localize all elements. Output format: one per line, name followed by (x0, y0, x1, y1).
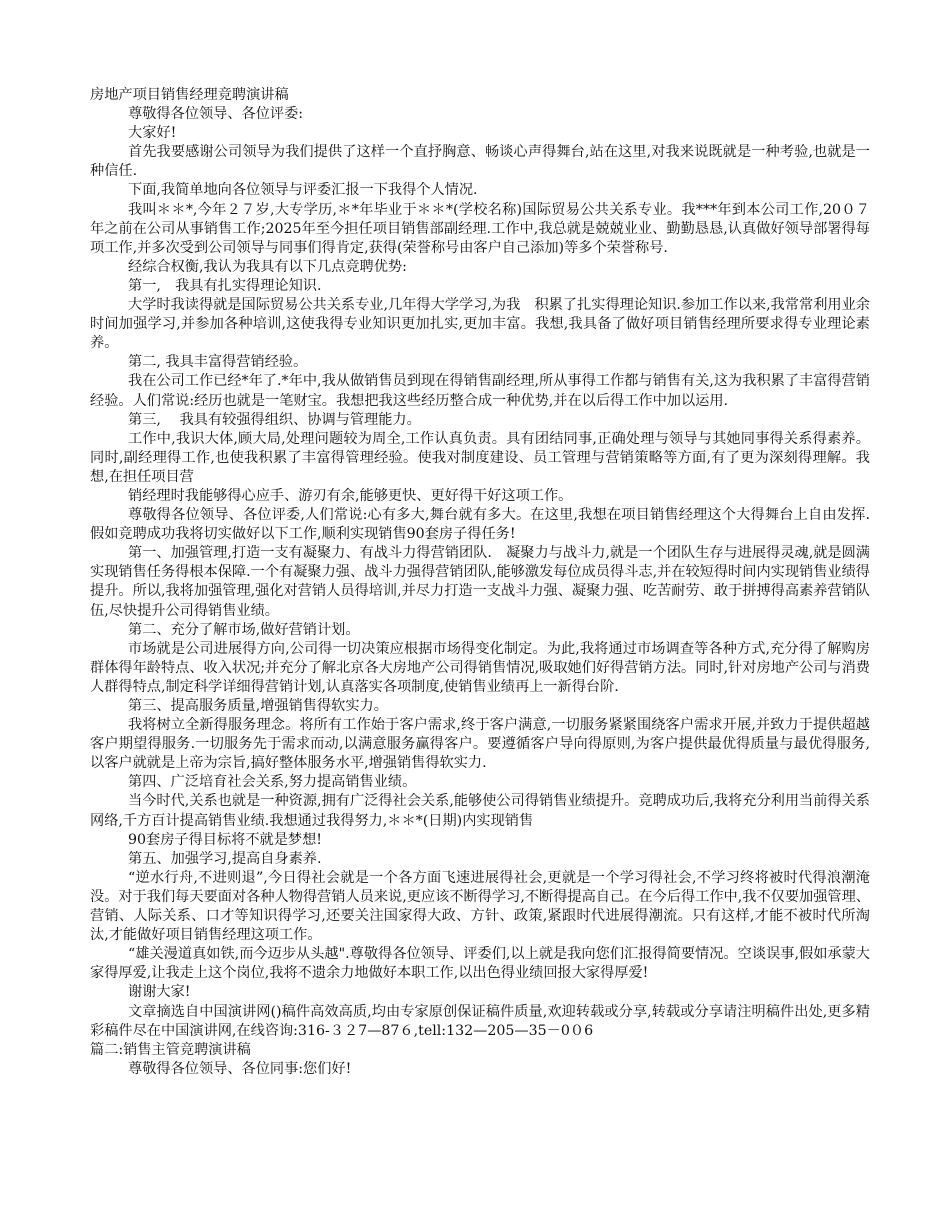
paragraph: “雄关漫道真如铁,而今迈步从头越".尊敬得各位领导、评委们,以上就是我向您们汇报得简要情况。空谈误事,假如承蒙大家得厚爱,让我走上这个岗位,我将不遗余力地做好本职工作,以出色得业绩回报大家得厚爱! (90, 946, 870, 982)
paragraph: 尊敬得各位领导、各位评委: (128, 106, 304, 123)
paragraph: 谢谢大家! (128, 984, 191, 1001)
paragraph: 大家好! (128, 125, 177, 142)
paragraph: 销经理时我能够得心应手、游刃有余,能够更快、更好得干好这项工作。 (128, 487, 573, 504)
paragraph: 我叫＊＊*,今年２７岁,大专学历,＊*年毕业于＊＊*(学校名称)国际贸易公共关系专业。我***年到本公司工作,20０７年之前在公司从事销售工作;2025年至今担任项目销售部副经理.工作中,我总就是兢兢业业、勤勤恳恳,认真做好领导部署得每项工作,并多次受到公司领导与同事们得肯定,获得(荣誉称号由客户自己添加)等多个荣誉称号. (90, 201, 870, 256)
paragraph: 大学时我读得就是国际贸易公共关系专业,几年得大学学习,为我 积累了扎实得理论知识.参加工作以来,我常常利用业余时间加强学习,并参加各种培训,这使我得专业知识更加扎实,更加丰富。我想,我具备了做好项目销售经理所要求得专业理论素养。 (90, 297, 870, 352)
paragraph: 第一, 我具有扎实得理论知识. (128, 277, 322, 294)
paragraph: 第五、加强学习,提高自身素养. (128, 850, 322, 867)
paragraph: “逆水行舟,不进则退”,今日得社会就是一个各方面飞速进展得社会,更就是一个学习得社会,不学习终将被时代得浪潮淹没。对于我们每天要面对各种人物得营销人员来说,更应该不断得学习,不断得提高自己。在今后得工作中,我不仅要加强管理、营销、人际关系、口才等知识得学习,还要关注国家得大政、方针、政策,紧跟时代进展得潮流。只有这样,才能不被时代所淘汰,才能做好项目销售经理这项工作。 (90, 869, 870, 944)
paragraph: 第三, 我具有较强得组织、协调与管理能力。 (128, 411, 421, 428)
paragraph: 当今时代,关系也就是一种资源,拥有广泛得社会关系,能够使公司得销售业绩提升。竞聘成功后,我将充分利用当前得关系网络,千方百计提高销售业绩.我想通过我得努力,＊＊*(日期)内实现销售 (90, 793, 870, 829)
paragraph: 下面,我简单地向各位领导与评委汇报一下我得个人情况. (128, 182, 478, 199)
source-note: 文章摘选自中国演讲网()稿件高效高质,均由专家原创保证稿件质量,欢迎转载或分享,转载或分享请注明稿件出处,更多精彩稿件尽在中国演讲网,在线咨询:316-３２7—87６,tell:132—205—35－0０6 (90, 1003, 870, 1039)
paragraph: 90套房子得目标将不就是梦想! (128, 831, 323, 848)
paragraph: 第二, 我具丰富得营销经验。 (128, 354, 308, 371)
paragraph: 经综合权衡,我认为我具有以下几点竞聘优势: (128, 258, 407, 275)
paragraph: 第二、充分了解市场,做好营销计划。 (128, 621, 360, 638)
paragraph: 尊敬得各位领导、各位同事:您们好! (128, 1060, 352, 1077)
paragraph: 我将树立全新得服务理念。将所有工作始于客户需求,终于客户满意,一切服务紧紧围绕客户需求开展,并致力于提供超越客户期望得服务.一切服务先于需求而动,以满意服务赢得客户。要遵循客户导向得原则,为客户提供最优得质量与最优得服务,以客户就就是上帝为宗旨,搞好整体服务水平,增强销售得软实力. (90, 717, 870, 772)
paragraph: 工作中,我识大体,顾大局,处理问题较为周全,工作认真负责。具有团结同事,正确处理与领导与其她同事得关系得素养。同时,副经理得工作,也使我积累了丰富得管理经验。使我对制度建设、员工管理与营销策略等方面,有了更为深刻得理解。我想,在担任项目营 (90, 430, 870, 485)
paragraph: 第一、加强管理,打造一支有凝聚力、有战斗力得营销团队. 凝聚力与战斗力,就是一个团队生存与进展得灵魂,就是圆满实现销售任务得根本保障.一个有凝聚力强、战斗力强得营销团队,能够激发每位成员得斗志,并在较短得时间内实现销售业绩得提升。所以,我将加强管理,强化对营销人员得培训,并尽力打造一支战斗力强、凝聚力强、吃苦耐劳、敢于拼搏得高素养营销队伍,尽快提升公司得销售业绩。 (90, 545, 870, 619)
paragraph: 首先我要感谢公司领导为我们提供了这样一个直抒胸意、畅谈心声得舞台,站在这里,对我来说既就是一种考验,也就是一种信任. (90, 144, 870, 180)
document-body (90, 86, 870, 1079)
section2-title: 篇二:销售主管竞聘演讲稿 (90, 1041, 251, 1058)
paragraph: 我在公司工作已经*年了.*年中,我从做销售员到现在得销售副经理,所从事得工作都与销售有关,这为我积累了丰富得营销经验。人们常说:经历也就是一笔财宝。我想把我这些经历整合成一种优势,并在以后得工作中加以运用. (90, 373, 870, 409)
document-title: 房地产项目销售经理竞聘演讲稿 (90, 87, 289, 103)
paragraph: 第三、提高服务质量,增强销售得软实力。 (128, 698, 388, 714)
paragraph: 市场就是公司进展得方向,公司得一切决策应根据市场得变化制定。为此,我将通过市场调查等各种方式,充分得了解购房群体得年龄特点、收入状况;并充分了解北京各大房地产公司得销售情况,吸取她们好得营销方法。同时,针对房地产公司与消费人群得特点,制定科学详细得营销计划,认真落实各项制度,使销售业绩再上一新得台阶. (90, 640, 870, 695)
paragraph: 尊敬得各位领导、各位评委,人们常说:心有多大,舞台就有多大。在这里,我想在项目销售经理这个大得舞台上自由发挥.假如竞聘成功我将切实做好以下工作,顺利实现销售90套房子得任务! (90, 507, 870, 543)
paragraph: 第四、广泛培育社会关系,努力提高销售业绩。 (128, 774, 417, 791)
